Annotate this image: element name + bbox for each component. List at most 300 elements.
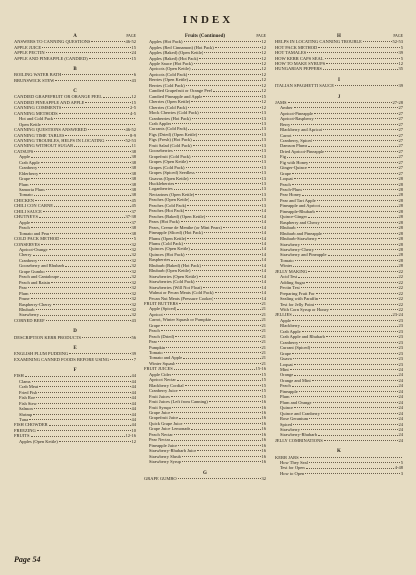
- entry-title: APPLE JUICE: [14, 44, 42, 50]
- leader-dots: [184, 243, 260, 244]
- leader-dots: [318, 435, 398, 436]
- entry-title: Winter Squash: [149, 360, 176, 366]
- index-column-2: [144, 34, 266, 481]
- section-letter: Fruits (Continued): [184, 34, 226, 39]
- entry-title: Fruit Juices (Left from Canning): [149, 399, 208, 405]
- entry-page: 15: [261, 93, 266, 99]
- entry-page: 13: [261, 115, 266, 121]
- leader-dots: [88, 129, 125, 130]
- entry-page: 14: [261, 246, 266, 252]
- leader-dots: [54, 206, 131, 207]
- entry-title: Pineapple-Rhubarb: [280, 208, 315, 214]
- entry-page: 44: [131, 422, 136, 428]
- leader-dots: [191, 429, 260, 430]
- entry-page: 24: [398, 410, 403, 416]
- leader-dots: [74, 146, 131, 147]
- entry-title: Quince: [280, 405, 293, 411]
- entry-page: 5: [400, 44, 403, 50]
- leader-dots: [315, 304, 397, 305]
- entry-page: 23-24: [392, 312, 403, 318]
- entry-page: 44: [131, 384, 136, 390]
- leader-dots: [203, 96, 260, 97]
- leader-dots: [60, 277, 131, 278]
- entry-title: Fig: [280, 154, 287, 160]
- entry-title: Fried Fish: [19, 389, 38, 395]
- entry-title: Fish Roe: [19, 395, 36, 401]
- leader-dots: [318, 47, 399, 48]
- entry-page: 23: [398, 317, 403, 323]
- entry-title: Crab Apple: [280, 328, 301, 334]
- entry-page: 44: [131, 400, 136, 406]
- leader-dots: [198, 134, 260, 135]
- entry-title: Test for Open: [280, 465, 305, 471]
- leader-dots: [60, 238, 132, 239]
- leader-dots: [171, 412, 260, 413]
- entry-title: Strawberry Shrub: [149, 453, 181, 459]
- entry-title: APPLE AND PINEAPPLE (CANDIED): [14, 55, 88, 61]
- entry-title: Shrimp: [19, 411, 33, 417]
- entry-title: Pear Nectar: [149, 437, 171, 443]
- leader-dots: [318, 238, 398, 239]
- entry-title: Pineapple: [280, 388, 298, 394]
- entry-title: CHUTNEYS: [14, 214, 39, 220]
- leader-dots: [294, 178, 398, 179]
- entry-page: 28: [398, 236, 403, 242]
- section-letter: D: [73, 329, 77, 335]
- entry-page: 4-48: [394, 465, 403, 471]
- leader-dots: [316, 211, 398, 212]
- entry-page: 13: [261, 180, 266, 186]
- entry-page: 23: [398, 350, 403, 356]
- entry-title: Fruit Syrups: [149, 404, 172, 410]
- entry-page: 22: [398, 290, 403, 296]
- entry-page: 22: [398, 285, 403, 291]
- leader-dots: [323, 233, 398, 234]
- entry-title: Strawberry: [280, 426, 300, 432]
- entry-title: CANNING COMMENTS: [14, 105, 62, 111]
- entry-page: 27: [398, 116, 403, 122]
- entry-page: 38: [131, 154, 136, 160]
- leader-dots: [54, 118, 135, 119]
- entry-title: Peach: [149, 328, 160, 334]
- entry-title: Apples (Red Cinnamon) (Hot Pack): [149, 44, 214, 50]
- entry-page: 23: [398, 328, 403, 334]
- leader-dots: [51, 282, 131, 283]
- entry-title: CANNING WITHOUT SUGAR: [14, 143, 74, 149]
- leader-dots: [28, 287, 131, 288]
- leader-dots: [326, 63, 397, 64]
- leader-dots: [65, 135, 129, 136]
- entry-page: 16: [261, 420, 266, 426]
- entry-page: 15: [261, 388, 266, 394]
- entry-page: 39: [398, 50, 403, 56]
- section-letter: K: [337, 449, 341, 455]
- leader-dots: [184, 423, 261, 424]
- entry-title: JELLIES: [275, 312, 292, 318]
- leader-dots: [292, 386, 398, 387]
- entry-title: Crab Apple: [19, 159, 40, 165]
- leader-dots: [204, 232, 261, 233]
- leader-dots: [38, 260, 130, 261]
- entry-page: 24: [398, 383, 403, 389]
- entry-title: Open Kettle: [19, 121, 41, 127]
- entry-page: 12-16: [125, 433, 136, 439]
- entry-title: ENGLISH PLUM PUDDING: [14, 351, 69, 357]
- entry-page: 14: [261, 295, 266, 301]
- leader-dots: [161, 330, 261, 331]
- entry-page: 52-53: [125, 137, 136, 143]
- entry-page: 5: [133, 236, 136, 242]
- entry-title: Pineapple and Apricot: [280, 203, 320, 209]
- entry-page: 28: [398, 203, 403, 209]
- leader-dots: [321, 413, 398, 414]
- leader-dots: [41, 162, 131, 163]
- entry-title: Clams: [19, 378, 31, 384]
- entry-page: 27: [398, 170, 403, 176]
- entry-page: 23: [398, 323, 403, 329]
- leader-dots: [59, 113, 129, 114]
- leader-dots: [325, 151, 397, 152]
- entry-title: How to Open: [280, 470, 305, 476]
- entry-title: Figs (Dried) (Open Kettle): [149, 131, 198, 137]
- leader-dots: [294, 364, 398, 365]
- entry-page: 37: [131, 208, 136, 214]
- entry-page: 46-52: [125, 127, 136, 133]
- leader-dots: [182, 456, 261, 457]
- leader-dots: [189, 161, 261, 162]
- entry-page: 28: [398, 219, 403, 225]
- entry-title: Pear and Tart Apple: [280, 197, 316, 203]
- page-title: INDEX: [182, 14, 234, 26]
- leader-dots: [306, 282, 397, 283]
- entry-page: 14: [261, 273, 266, 279]
- leader-dots: [69, 353, 130, 354]
- entry-title: Acid Test: [280, 274, 298, 280]
- leader-dots: [46, 320, 131, 321]
- entry-page: 15: [261, 382, 266, 388]
- entry-page: 15: [131, 99, 136, 105]
- leader-dots: [186, 85, 261, 86]
- section-letter: C: [73, 89, 77, 95]
- entry-title: Peach: [280, 181, 291, 187]
- leader-dots: [302, 195, 397, 196]
- entry-title: Cherries (Cold Pack): [149, 104, 187, 110]
- entry-title: GRAPE GUMBO: [144, 475, 177, 481]
- section-letter: J: [337, 94, 341, 100]
- leader-dots: [315, 249, 398, 250]
- entry-title: Strawberry: [19, 312, 39, 318]
- entry-page: 32: [131, 296, 136, 302]
- entry-title: Strawberry-Rhubarb: [280, 432, 317, 438]
- leader-dots: [311, 347, 397, 348]
- leader-dots: [188, 129, 260, 130]
- entry-title: Apricot-Pineapple: [280, 110, 313, 116]
- entry-page: 27: [398, 121, 403, 127]
- entry-page: 37: [131, 219, 136, 225]
- leader-dots: [292, 184, 398, 185]
- entry-page: 24: [398, 432, 403, 438]
- leader-dots: [110, 359, 133, 360]
- entry-page: 13: [261, 202, 266, 208]
- section-letter: G: [203, 470, 207, 476]
- leader-dots: [177, 309, 260, 310]
- page-column-label: PAGE: [256, 34, 266, 38]
- leader-dots: [40, 315, 131, 316]
- entry-page: 45: [131, 203, 136, 209]
- leader-dots: [292, 320, 398, 321]
- entry-title: Apple: [280, 317, 291, 323]
- entry-page: 38: [131, 187, 136, 193]
- entry-title: Mint: [280, 366, 289, 372]
- entry-title: Rhubarb and Pineapple: [280, 230, 322, 236]
- entry-page: 14: [261, 240, 266, 246]
- entry-page: 21: [261, 328, 266, 334]
- entry-title: CANNING QUESTIONS ANSWERED: [14, 127, 87, 133]
- section-letter: E: [73, 346, 77, 352]
- page-number: Page 54: [14, 555, 41, 564]
- leader-dots: [292, 173, 398, 174]
- entry-page: 13: [261, 186, 266, 192]
- leader-dots: [293, 358, 398, 359]
- leader-dots: [195, 194, 260, 195]
- leader-dots: [179, 390, 261, 391]
- entry-page: 14: [261, 230, 266, 236]
- entry-title: Plum: [19, 181, 29, 187]
- entry-page: 14: [261, 235, 266, 241]
- entry-page: 15: [131, 44, 136, 50]
- entry-title: Crab Apples: [149, 121, 172, 126]
- entry-page: 5: [400, 55, 403, 61]
- leader-dots: [299, 342, 397, 343]
- entry-page: 27: [398, 148, 403, 154]
- entry-title: Peaches (Open Kettle): [149, 197, 190, 203]
- entry-title: HELPS IN LOCATING CANNING TROUBLE: [275, 39, 362, 45]
- leader-dots: [321, 206, 398, 207]
- entry-page: 12: [261, 66, 266, 72]
- entry-page: 16: [261, 404, 266, 410]
- entry-title: COLD PACK METHOD: [14, 236, 60, 242]
- entry-page: 38: [131, 176, 136, 182]
- entry-page: 44: [131, 406, 136, 412]
- entry-title: Raspberry and Cherry: [280, 219, 320, 225]
- entry-page: 13: [261, 197, 266, 203]
- entry-title: Crab Meat: [19, 384, 39, 390]
- entry-title: Peach: [280, 383, 291, 389]
- leader-dots: [175, 183, 260, 184]
- entry-title: Pear: [149, 339, 157, 345]
- leader-dots: [172, 374, 260, 375]
- entry-title: Apricot-Orange: [19, 247, 48, 253]
- entry-title: Quince and Cranberry: [280, 410, 320, 416]
- index-entry: [275, 471, 403, 476]
- entry-title: Pears, Creme de Menthe (or Mint Pears): [149, 224, 222, 230]
- leader-dots: [293, 135, 398, 136]
- entry-page: 14: [261, 257, 266, 263]
- leader-dots: [190, 200, 260, 201]
- entry-page: 52-53: [392, 39, 403, 45]
- leader-dots: [200, 112, 261, 113]
- entry-title: Currants (Cold Pack): [149, 126, 188, 132]
- entry-title: Plum: [19, 290, 29, 296]
- entry-title: Test for Jelly Point: [280, 301, 315, 307]
- entry-title: Rose Geranium: [280, 416, 309, 422]
- entry-page: 23: [398, 334, 403, 340]
- index-column-3: [275, 34, 403, 476]
- leader-dots: [192, 270, 261, 271]
- leader-dots: [206, 216, 260, 217]
- leader-dots: [288, 102, 392, 103]
- entry-page: 28: [398, 225, 403, 231]
- leader-dots: [191, 101, 260, 102]
- entry-title: JELLY COMBINATIONS: [275, 437, 323, 443]
- entry-title: Apple Cider: [149, 371, 172, 377]
- leader-dots: [293, 424, 397, 425]
- entry-page: 12: [261, 44, 266, 50]
- entry-page: 12: [398, 61, 403, 67]
- entry-page: 28: [398, 181, 403, 187]
- leader-dots: [62, 74, 132, 75]
- section-header: [275, 95, 403, 100]
- entry-page: 22: [398, 296, 403, 302]
- entry-title: Peach and Cantaloupe: [19, 274, 59, 280]
- entry-page: 32: [131, 241, 136, 247]
- entry-page: 45: [131, 197, 136, 203]
- entry-title: Pears (Hot Pack): [149, 219, 180, 225]
- entry-page: 16: [261, 442, 266, 448]
- entry-page: 21: [261, 339, 266, 345]
- entry-title: Strawberries (Will Not Float): [149, 284, 202, 290]
- entry-page: 28: [398, 230, 403, 236]
- entry-page: 32: [131, 301, 136, 307]
- entry-page: 10: [131, 427, 136, 433]
- leader-dots: [290, 369, 398, 370]
- entry-title: Carrot, Winter Squash or Pumpkin: [149, 317, 212, 323]
- leader-dots: [214, 298, 260, 299]
- entry-page: 21: [261, 322, 266, 328]
- entry-page: 44: [131, 411, 136, 417]
- entry-page: 38: [131, 148, 136, 154]
- leader-dots: [37, 430, 131, 431]
- leader-dots: [192, 118, 261, 119]
- leader-dots: [176, 363, 260, 364]
- entry-title: CANNING METHODS: [14, 110, 58, 116]
- entry-page: 16: [261, 437, 266, 443]
- entry-page: 12: [261, 39, 266, 45]
- entry-page: 13: [261, 148, 266, 154]
- entry-page: 14: [261, 224, 266, 230]
- leader-dots: [212, 320, 260, 321]
- leader-dots: [301, 429, 398, 430]
- entry-title: CHICKEN: [14, 197, 34, 203]
- entry-page: 13: [261, 121, 266, 126]
- entry-page: 27-28: [392, 99, 403, 105]
- entry-title: Mock Cherries (Cold Pack): [149, 110, 199, 116]
- entry-title: Figs (Fresh) (Hot Pack): [149, 137, 192, 143]
- leader-dots: [25, 376, 131, 377]
- leader-dots: [42, 124, 135, 125]
- leader-dots: [193, 145, 261, 146]
- entry-page: 12: [261, 50, 266, 56]
- entry-page: 22: [398, 307, 403, 312]
- entry-title: Grapes (Open Kettle): [149, 159, 188, 165]
- entry-page: 21: [261, 306, 266, 312]
- entry-title: FRUIT BUTTERS: [144, 300, 179, 306]
- entry-title: Rhubarb (Baked) (Hot Pack): [149, 262, 201, 268]
- entry-page: 32: [131, 279, 136, 285]
- entry-title: Cherry: [19, 252, 32, 258]
- entry-page: 24: [398, 388, 403, 394]
- entry-title: How They Seal: [280, 459, 308, 465]
- leader-dots: [294, 107, 398, 108]
- leader-dots: [43, 211, 131, 212]
- entry-title: Strawberry Syrup: [149, 459, 181, 465]
- entry-page: 8-9: [130, 132, 136, 138]
- entry-title: Winter: [280, 263, 293, 269]
- entry-title: Strawberries (Open Kettle): [149, 273, 198, 279]
- leader-dots: [103, 97, 130, 98]
- entry-page: 38: [131, 159, 136, 165]
- entry-title: Cherries (Open Kettle): [149, 99, 191, 105]
- leader-dots: [297, 227, 398, 228]
- entry-title: ITALIAN SPAGHETTI SAUCE: [275, 83, 334, 89]
- leader-dots: [175, 336, 260, 337]
- leader-dots: [89, 58, 131, 59]
- entry-title: Peaches (Hot Pack): [149, 208, 185, 214]
- entry-page: 6: [133, 72, 136, 78]
- entry-page: 28: [398, 208, 403, 214]
- leader-dots: [106, 140, 125, 141]
- entry-title: Peaches (Baked) (Open Kettle): [149, 213, 206, 219]
- entry-page: 24: [131, 50, 136, 56]
- entry-page: 28: [398, 241, 403, 247]
- entry-page: 27: [398, 159, 403, 165]
- leader-dots: [294, 407, 398, 408]
- entry-title: Tuna: [19, 416, 29, 422]
- entry-title: JELLY MAKING: [275, 268, 308, 274]
- leader-dots: [38, 403, 131, 404]
- leader-dots: [305, 473, 400, 474]
- entry-page: 56: [131, 334, 136, 340]
- leader-dots: [302, 331, 398, 332]
- entry-title: Fish Stew: [19, 400, 37, 406]
- leader-dots: [215, 292, 261, 293]
- entry-page: 12: [131, 94, 136, 100]
- entry-page: 12: [261, 61, 266, 67]
- leader-dots: [171, 396, 261, 397]
- leader-dots: [178, 445, 260, 446]
- leader-dots: [171, 440, 260, 441]
- leader-dots: [31, 222, 131, 223]
- entry-page: 32: [131, 252, 136, 258]
- entry-title: FREEZING: [14, 427, 36, 433]
- entry-page: 24: [398, 426, 403, 432]
- entry-title: Cranberry Juice: [149, 388, 178, 394]
- leader-dots: [303, 189, 398, 190]
- entry-title: Apricots (Open Kettle): [149, 66, 191, 72]
- leader-dots: [308, 271, 397, 272]
- entry-page: 37-38: [125, 214, 136, 220]
- entry-title: BRUNSWICK STEW: [14, 77, 55, 83]
- entry-title: HOT TAMALES: [275, 50, 307, 56]
- entry-title: HOT PACK METHOD: [275, 44, 318, 50]
- leader-dots: [299, 391, 398, 392]
- entry-title: Ginger-Quince: [280, 165, 307, 171]
- entry-page: 24: [398, 372, 403, 378]
- leader-dots: [31, 436, 125, 437]
- entry-page: 21: [261, 311, 266, 317]
- leader-dots: [30, 293, 131, 294]
- entry-page: 27: [398, 143, 403, 149]
